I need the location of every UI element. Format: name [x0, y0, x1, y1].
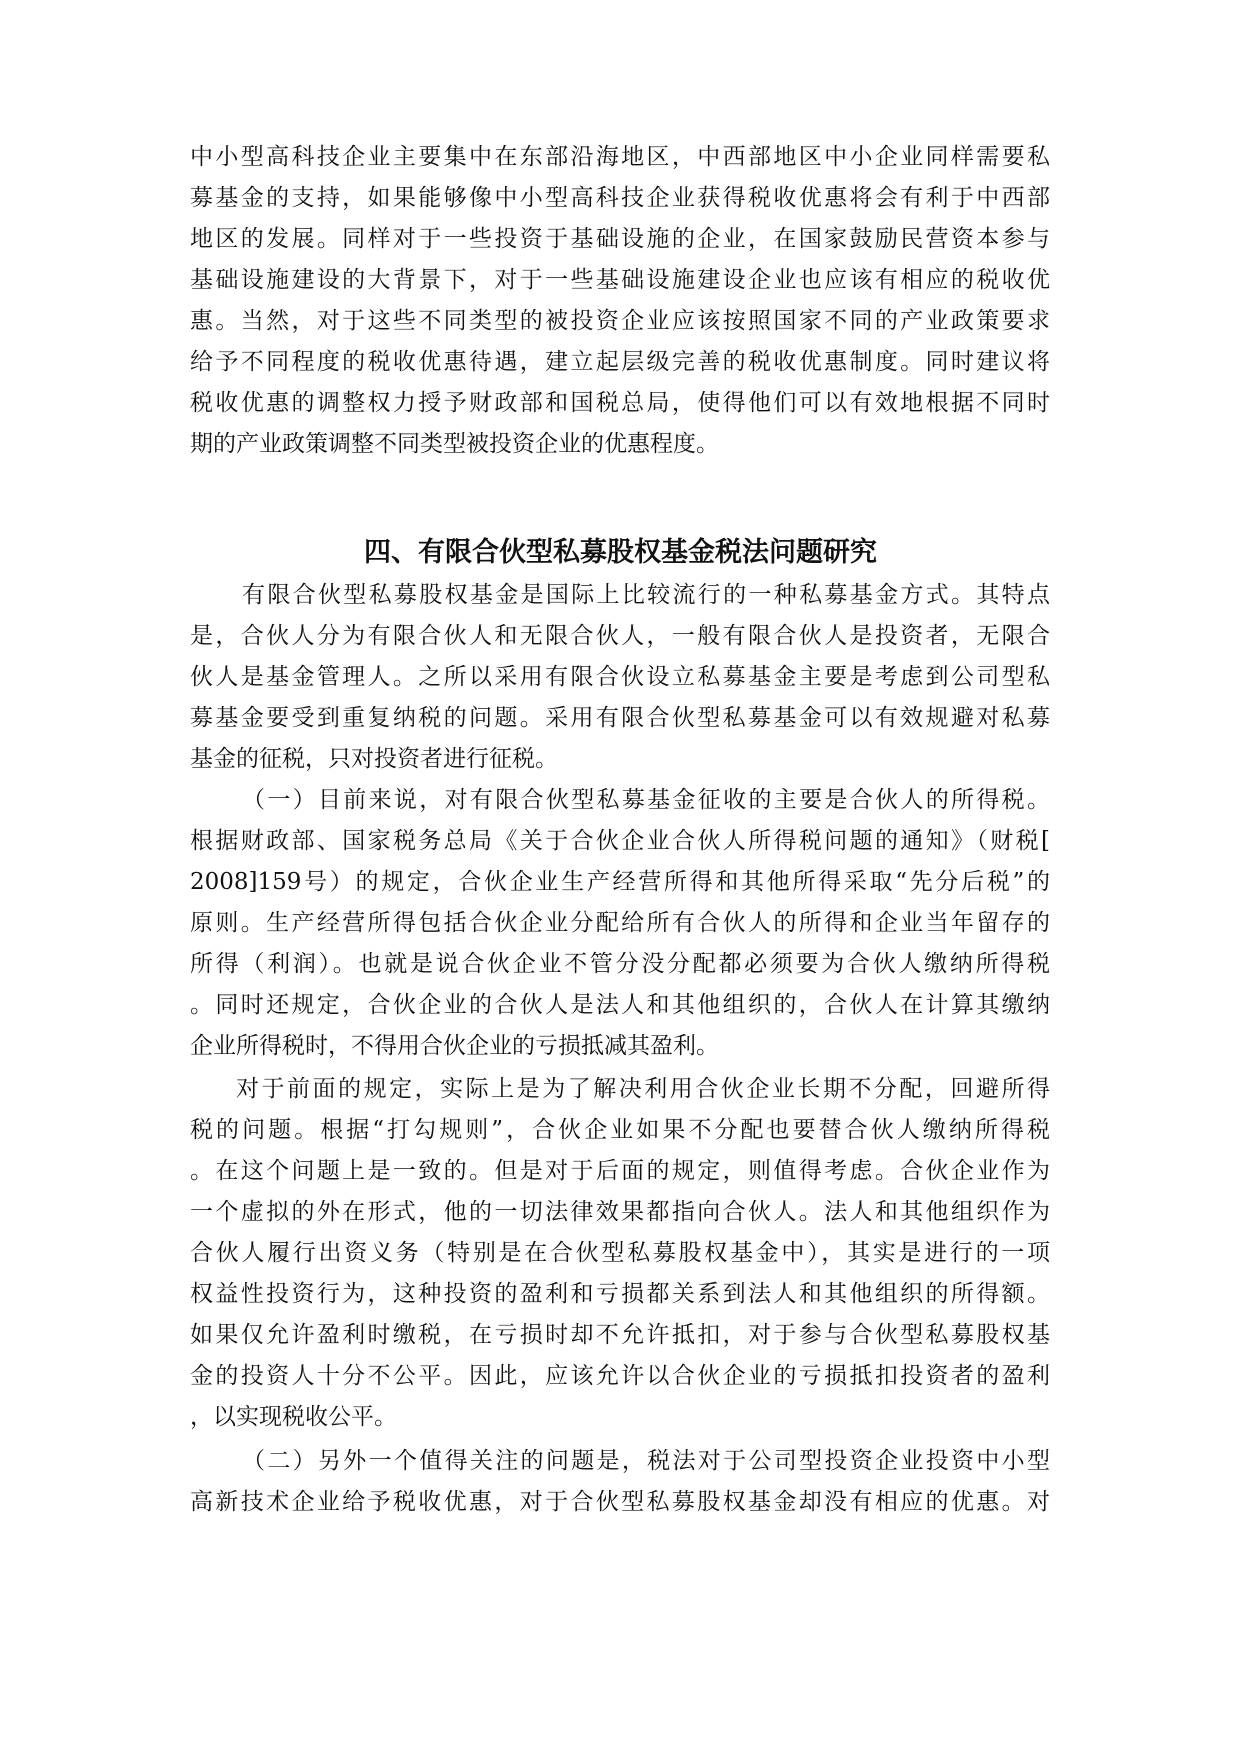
paragraph-line: 募基金要受到重复纳税的问题。采用有限合伙型私募基金可以有效规避对私募 — [190, 705, 1050, 731]
paragraph-line: 一个虚拟的外在形式，他的一切法律效果都指向合伙人。法人和其他组织作为 — [190, 1199, 1050, 1225]
paragraph-line: 伙人是基金管理人。之所以采用有限合伙设立私募基金主要是考虑到公司型私 — [190, 664, 1050, 690]
paragraph-line: （二）另外一个值得关注的问题是，税法对于公司型投资企业投资中小型 — [242, 1448, 1050, 1474]
paragraph-line: 所得（利润）。也就是说合伙企业不管分没分配都必须要为合伙人缴纳所得税 — [190, 951, 1050, 977]
paragraph-line: 企业所得税时，不得用合伙企业的亏损抵减其盈利。 — [190, 1033, 719, 1059]
paragraph-line: 。同时还规定，合伙企业的合伙人是法人和其他组织的，合伙人在计算其缴纳 — [190, 992, 1050, 1018]
paragraph-line: 税收优惠的调整权力授予财政部和国税总局，使得他们可以有效地根据不同时 — [190, 390, 1050, 416]
paragraph-line: 原则。生产经营所得包括合伙企业分配给所有合伙人的所得和企业当年留存的 — [190, 910, 1050, 936]
section-heading: 四、有限合伙型私募股权基金税法问题研究 — [364, 537, 877, 568]
paragraph-line: ，以实现税收公平。 — [190, 1404, 397, 1430]
paragraph-line: 合伙人履行出资义务（特别是在合伙型私募股权基金中），其实是进行的一项 — [190, 1240, 1050, 1266]
paragraph-line: 募基金的支持，如果能够像中小型高科技企业获得税收优惠将会有利于中西部 — [190, 185, 1050, 211]
paragraph-line: （一）目前来说，对有限合伙型私募基金征收的主要是合伙人的所得税。 — [242, 787, 1050, 813]
paragraph-line: 中小型高科技企业主要集中在东部沿海地区，中西部地区中小企业同样需要私 — [190, 144, 1050, 170]
paragraph-line: 惠。当然，对于这些不同类型的被投资企业应该按照国家不同的产业政策要求 — [190, 308, 1050, 334]
paragraph-line: 权益性投资行为，这种投资的盈利和亏损都关系到法人和其他组织的所得额。 — [190, 1281, 1050, 1307]
paragraph-line: 期的产业政策调整不同类型被投资企业的优惠程度。 — [190, 431, 719, 457]
paragraph-line: 金的投资人十分不公平。因此，应该允许以合伙企业的亏损抵扣投资者的盈利 — [190, 1363, 1050, 1389]
paragraph-line: 对于前面的规定，实际上是为了解决利用合伙企业长期不分配，回避所得 — [236, 1076, 1050, 1102]
paragraph-line: 基础设施建设的大背景下，对于一些基础设施建设企业也应该有相应的税收优 — [190, 267, 1050, 293]
paragraph-line: 税的问题。根据“打勾规则”，合伙企业如果不分配也要替合伙人缴纳所得税 — [190, 1117, 1050, 1143]
paragraph-line: 基金的征税，只对投资者进行征税。 — [190, 746, 558, 772]
paragraph-line: 。在这个问题上是一致的。但是对于后面的规定，则值得考虑。合伙企业作为 — [190, 1158, 1050, 1184]
paragraph-line: 有限合伙型私募股权基金是国际上比较流行的一种私募基金方式。其特点 — [242, 582, 1050, 608]
paragraph-line: 是，合伙人分为有限合伙人和无限合伙人，一般有限合伙人是投资者，无限合 — [190, 623, 1050, 649]
paragraph-line: 根据财政部、国家税务总局《关于合伙企业合伙人所得税问题的通知》（财税[ — [190, 828, 1050, 854]
paragraph-line: 如果仅允许盈利时缴税，在亏损时却不允许抵扣，对于参与合伙型私募股权基 — [190, 1322, 1050, 1348]
paragraph-line: 高新技术企业给予税收优惠，对于合伙型私募股权基金却没有相应的优惠。对 — [190, 1489, 1050, 1515]
paragraph-line: 2008]159号）的规定，合伙企业生产经营所得和其他所得采取“先分后税”的 — [190, 869, 1050, 895]
paragraph-line: 给予不同程度的税收优惠待遇，建立起层级完善的税收优惠制度。同时建议将 — [190, 349, 1050, 375]
paragraph-line: 地区的发展。同样对于一些投资于基础设施的企业，在国家鼓励民营资本参与 — [190, 226, 1050, 252]
